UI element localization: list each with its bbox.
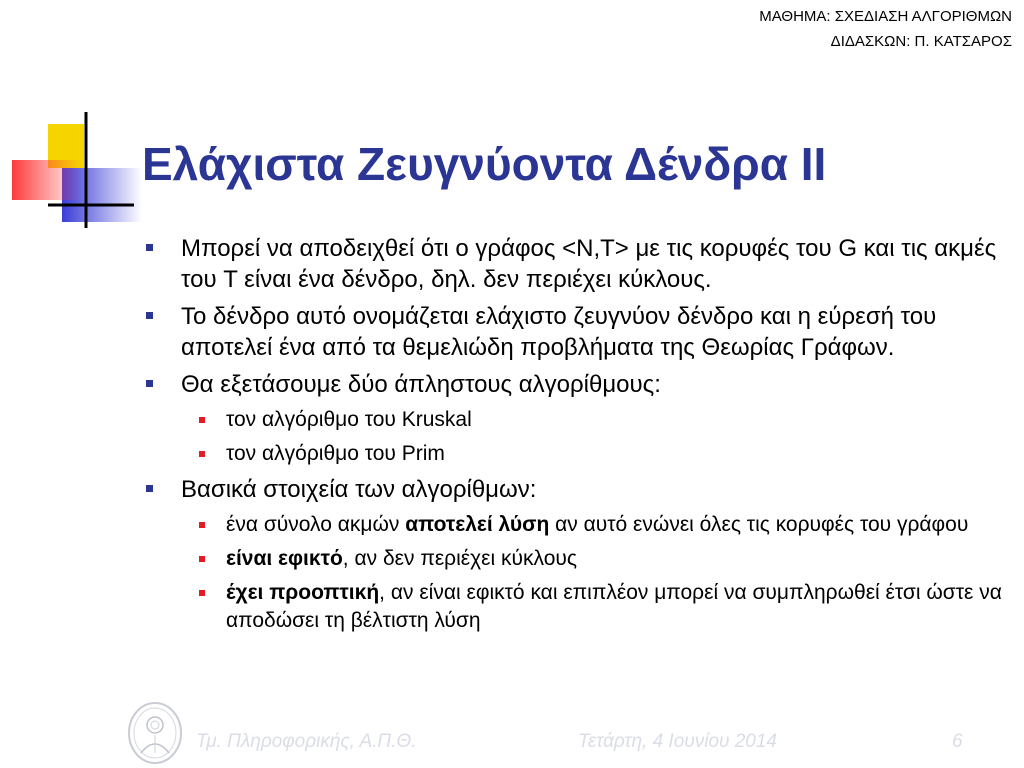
- sub-bullet-4-2-bold: είναι εφικτό: [226, 547, 343, 570]
- bullet-2-text: Το δένδρο αυτό ονομάζεται ελάχιστο ζευγνύον δένδρο και η εύρεσή του αποτελεί ένα από τα θεμελιώδη προβλήματα της Θεωρίας Γράφων.: [181, 303, 937, 361]
- instructor-name: ΔΙΔΑΣΚΩΝ: Π. ΚΑΤΣΑΡΟΣ: [830, 33, 1012, 50]
- square-bullet-icon: [146, 485, 153, 492]
- sub-bullet-3-2-text: τον αλγόριθμο του Prim: [226, 442, 445, 465]
- bullet-1-text: Μπορεί να αποδειχθεί ότι ο γράφος <N,T> με τις κορυφές του G και τις ακμές του T είναι ένα δένδρο, δηλ. δεν περιέχει κύκλους.: [181, 235, 997, 293]
- square-bullet-icon: [146, 380, 153, 387]
- sub-bullet-4-3: [146, 579, 1016, 635]
- footer-department: Τμ. Πληροφορικής, Α.Π.Θ.: [196, 731, 417, 752]
- sub-bullet-4-3-bold: έχει προοπτική: [226, 581, 380, 604]
- sub-bullet-4-1: [146, 511, 1016, 539]
- square-bullet-icon: [146, 312, 153, 319]
- bullet-3-text: Θα εξετάσουμε δύο άπληστους αλγορίθμους:: [181, 371, 661, 398]
- sub-bullet-4-2: [146, 545, 1016, 573]
- decorative-squares-logo: [0, 0, 150, 240]
- course-name: ΜΑΘΗΜΑ: ΣΧΕΔΙΑΣΗ ΑΛΓΟΡΙΘΜΩΝ: [759, 8, 1012, 25]
- slide-body: [146, 233, 1016, 641]
- bullet-1: [146, 233, 1016, 295]
- square-bullet-icon: [199, 556, 205, 562]
- sub-bullet-3-1: [146, 406, 1016, 434]
- square-bullet-icon: [199, 417, 205, 423]
- sub-bullet-3-2: [146, 440, 1016, 468]
- sub-bullet-4-2-post: , αν δεν περιέχει κύκλους: [342, 547, 577, 570]
- sub-bullet-3-1-text: τον αλγόριθμο του Kruskal: [226, 408, 472, 431]
- sub-bullet-4-3-post: , αν είναι εφικτό και επιπλέον μπορεί να συμπληρωθεί έτσι ώστε να αποδώσει τη βέλτιστη λύση: [226, 581, 1002, 632]
- footer-date: Τετάρτη, 4 Ιουνίου 2014: [578, 731, 777, 752]
- square-bullet-icon: [199, 451, 205, 457]
- sub-bullet-4-1-pre: ένα σύνολο ακμών: [226, 513, 406, 536]
- page-number: 6: [952, 731, 963, 752]
- slide-title: Ελάχιστα Ζευγνύοντα Δένδρα ΙΙ: [142, 138, 827, 190]
- sub-bullet-4-1-post: αν αυτό ενώνει όλες τις κορυφές του γράφου: [549, 513, 969, 536]
- square-bullet-icon: [199, 590, 205, 596]
- bullet-3: [146, 369, 1016, 400]
- square-bullet-icon: [199, 522, 205, 528]
- university-seal-icon: [127, 701, 183, 765]
- sub-bullet-4-1-bold: αποτελεί λύση: [405, 513, 550, 536]
- bullet-4-text: Βασικά στοιχεία των αλγορίθμων:: [181, 476, 537, 503]
- square-bullet-icon: [146, 244, 153, 251]
- bullet-2: [146, 301, 1016, 363]
- bullet-4: [146, 474, 1016, 505]
